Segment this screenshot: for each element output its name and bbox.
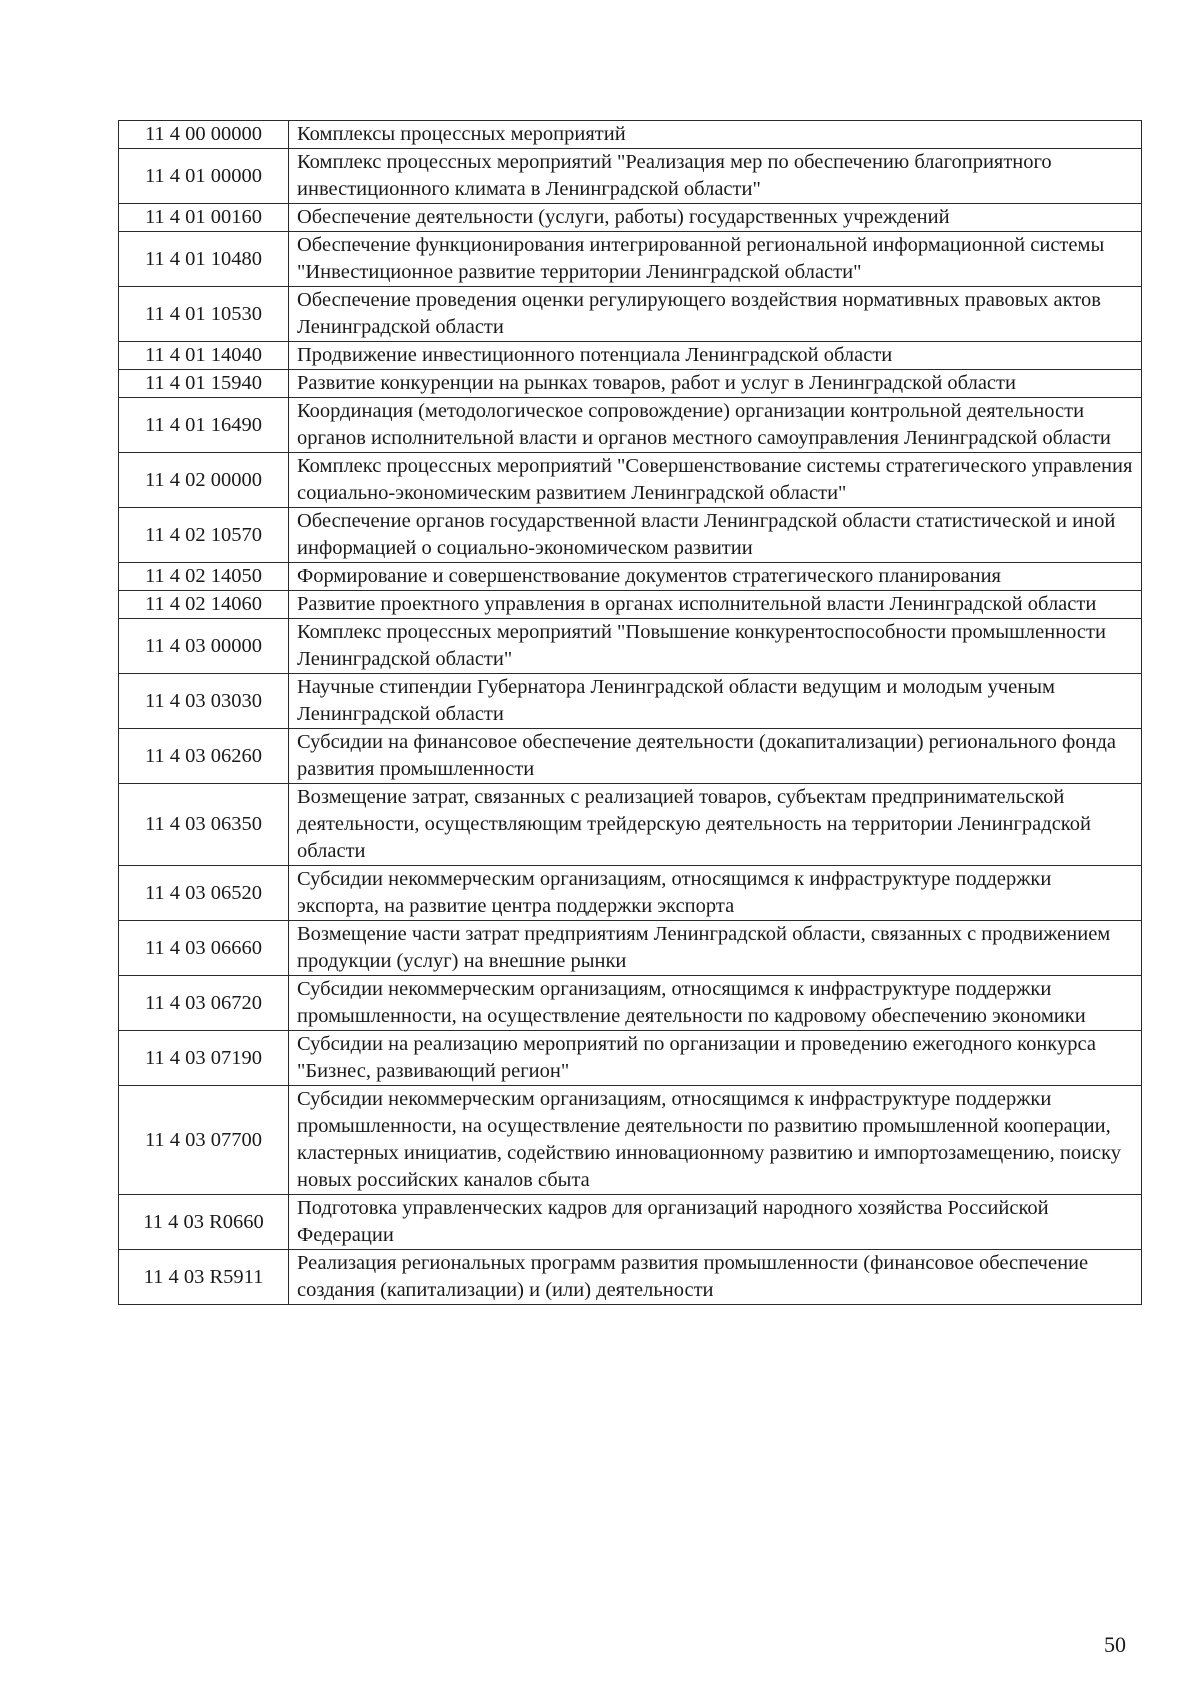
row-code: 11 4 03 06520 [119, 866, 289, 921]
row-code: 11 4 01 14040 [119, 342, 289, 370]
row-code: 11 4 03 07190 [119, 1031, 289, 1086]
table-row [119, 342, 1142, 370]
row-description: Развитие проектного управления в органах исполнительной власти Ленинградской области [289, 591, 1142, 619]
row-description: Развитие конкуренции на рынках товаров, работ и услуг в Ленинградской области [289, 370, 1142, 398]
row-code: 11 4 03 06660 [119, 921, 289, 976]
table-row [119, 149, 1142, 204]
row-description: Субсидии на реализацию мероприятий по организации и проведению ежегодного конкурса "Бизнес, развивающий регион" [289, 1031, 1142, 1086]
table-row [119, 866, 1142, 921]
row-code: 11 4 03 06720 [119, 976, 289, 1031]
row-code: 11 4 01 00160 [119, 204, 289, 232]
row-code: 11 4 03 00000 [119, 619, 289, 674]
row-code: 11 4 01 15940 [119, 370, 289, 398]
row-code: 11 4 01 16490 [119, 398, 289, 453]
table-row [119, 453, 1142, 508]
row-description: Возмещение затрат, связанных с реализацией товаров, субъектам предпринимательской деятельности, осуществляющим трейдерскую деятельность на территории Ленинградской области [289, 784, 1142, 866]
budget-classification-table [118, 120, 1142, 1305]
table-row [119, 784, 1142, 866]
row-code: 11 4 02 00000 [119, 453, 289, 508]
row-description: Формирование и совершенствование документов стратегического планирования [289, 563, 1142, 591]
row-code: 11 4 03 06350 [119, 784, 289, 866]
table-row [119, 398, 1142, 453]
row-description: Обеспечение проведения оценки регулирующего воздействия нормативных правовых актов Ленинградской области [289, 287, 1142, 342]
row-description: Координация (методологическое сопровождение) организации контрольной деятельности органов исполнительной власти и органов местного самоуправления Ленинградской области [289, 398, 1142, 453]
table-row [119, 1195, 1142, 1250]
row-code: 11 4 01 10480 [119, 232, 289, 287]
table-row [119, 1086, 1142, 1195]
table-row [119, 619, 1142, 674]
row-description: Комплексы процессных мероприятий [289, 121, 1142, 149]
table-row [119, 591, 1142, 619]
table-row [119, 1250, 1142, 1305]
page-number: 50 [1104, 1632, 1126, 1657]
table-row [119, 921, 1142, 976]
row-code: 11 4 01 10530 [119, 287, 289, 342]
row-code: 11 4 03 06260 [119, 729, 289, 784]
row-description: Обеспечение органов государственной власти Ленинградской области статистической и иной информацией о социально-экономическом развитии [289, 508, 1142, 563]
table-row [119, 729, 1142, 784]
table-body [119, 121, 1142, 1305]
row-description: Продвижение инвестиционного потенциала Ленинградской области [289, 342, 1142, 370]
row-code: 11 4 03 R5911 [119, 1250, 289, 1305]
table-row [119, 232, 1142, 287]
row-description: Обеспечение функционирования интегрированной региональной информационной системы "Инвестиционное развитие территории Ленинградской области" [289, 232, 1142, 287]
row-description: Подготовка управленческих кадров для организаций народного хозяйства Российской Федерации [289, 1195, 1142, 1250]
row-description: Комплекс процессных мероприятий "Реализация мер по обеспечению благоприятного инвестиционного климата в Ленинградской области" [289, 149, 1142, 204]
table-row [119, 674, 1142, 729]
row-description: Субсидии некоммерческим организациям, относящимся к инфраструктуре поддержки промышленности, на осуществление деятельности по кадровому обеспечению экономики [289, 976, 1142, 1031]
row-description: Комплекс процессных мероприятий "Совершенствование системы стратегического управления социально-экономическим развитием Ленинградской области" [289, 453, 1142, 508]
row-description: Реализация региональных программ развития промышленности (финансовое обеспечение создания (капитализации) и (или) деятельности [289, 1250, 1142, 1305]
row-description: Научные стипендии Губернатора Ленинградской области ведущим и молодым ученым Ленинградской области [289, 674, 1142, 729]
table-row [119, 370, 1142, 398]
table-row [119, 204, 1142, 232]
row-code: 11 4 02 14060 [119, 591, 289, 619]
table-row [119, 508, 1142, 563]
table-row [119, 287, 1142, 342]
row-code: 11 4 02 14050 [119, 563, 289, 591]
row-description: Комплекс процессных мероприятий "Повышение конкурентоспособности промышленности Ленинградской области" [289, 619, 1142, 674]
table-row [119, 563, 1142, 591]
row-code: 11 4 03 R0660 [119, 1195, 289, 1250]
row-description: Обеспечение деятельности (услуги, работы) государственных учреждений [289, 204, 1142, 232]
row-code: 11 4 03 07700 [119, 1086, 289, 1195]
row-code: 11 4 01 00000 [119, 149, 289, 204]
row-description: Субсидии некоммерческим организациям, относящимся к инфраструктуре поддержки экспорта, на развитие центра поддержки экспорта [289, 866, 1142, 921]
row-description: Возмещение части затрат предприятиям Ленинградской области, связанных с продвижением продукции (услуг) на внешние рынки [289, 921, 1142, 976]
table-row [119, 121, 1142, 149]
row-code: 11 4 03 03030 [119, 674, 289, 729]
table-row [119, 976, 1142, 1031]
row-description: Субсидии некоммерческим организациям, относящимся к инфраструктуре поддержки промышленности, на осуществление деятельности по развитию промышленной кооперации, кластерных инициатив, содействию инновационному развитию и импортозамещению, поиску новых российских каналов сбыта [289, 1086, 1142, 1195]
row-code: 11 4 00 00000 [119, 121, 289, 149]
table-row [119, 1031, 1142, 1086]
row-description: Субсидии на финансовое обеспечение деятельности (докапитализации) регионального фонда развития промышленности [289, 729, 1142, 784]
row-code: 11 4 02 10570 [119, 508, 289, 563]
